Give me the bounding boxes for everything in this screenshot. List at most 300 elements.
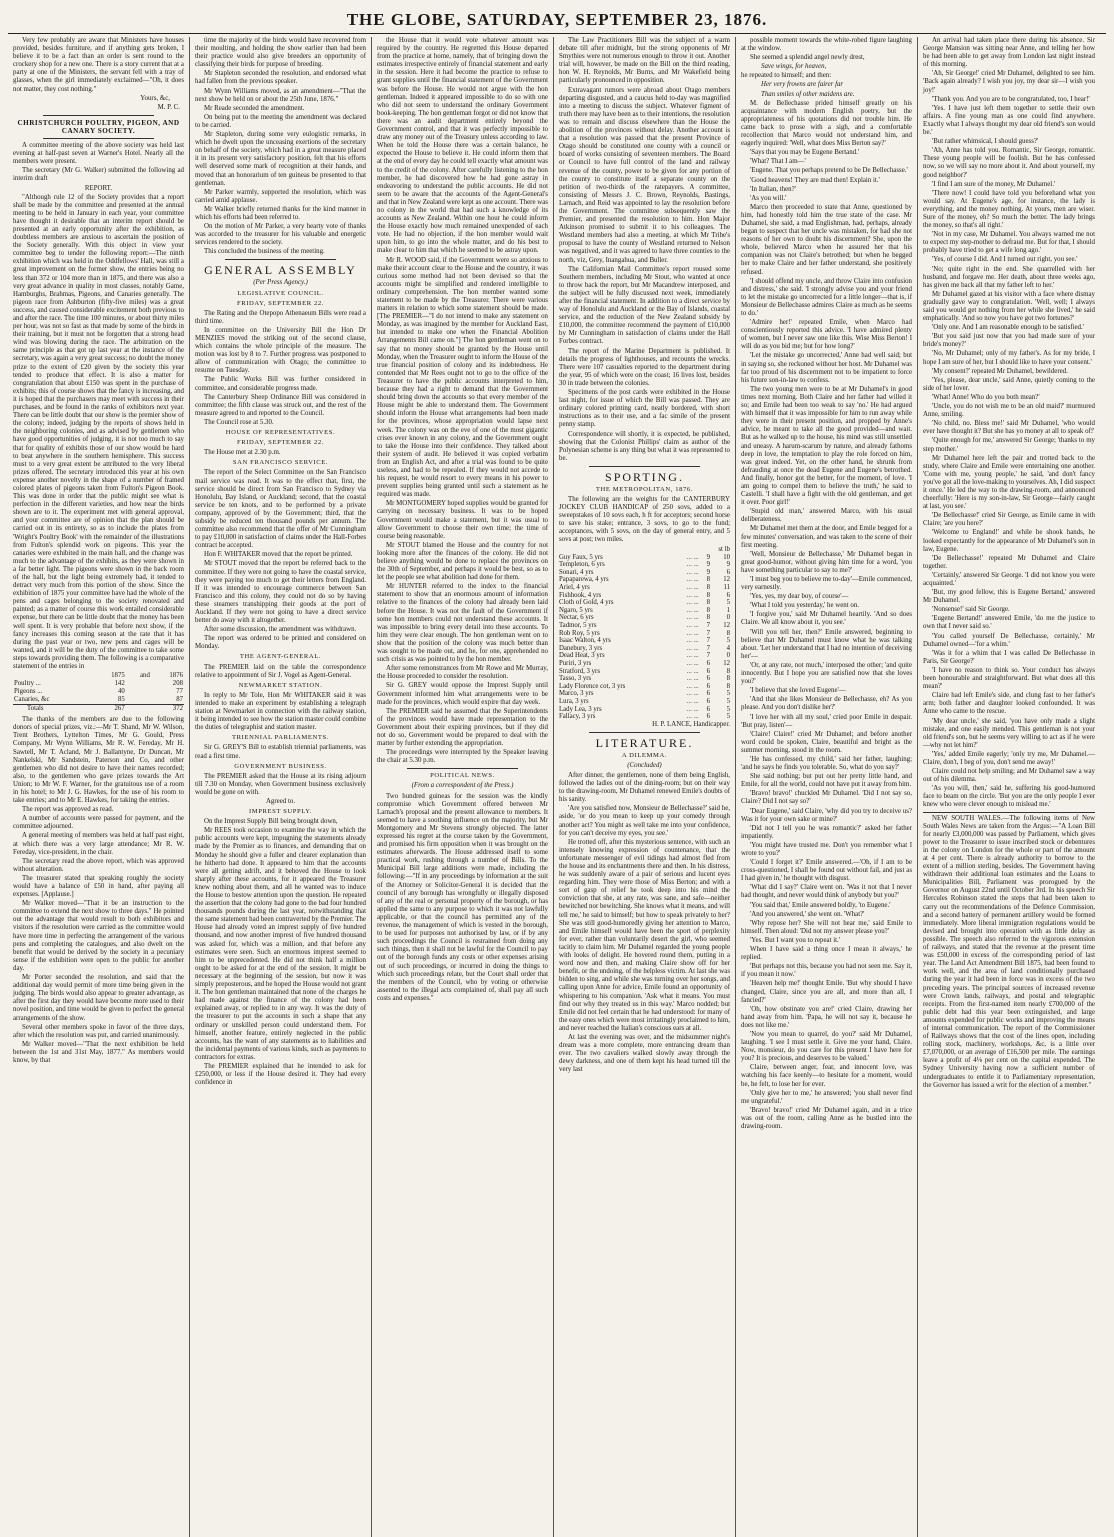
weights-row <box>559 652 730 660</box>
paragraph: 'Oh, how obstinate you are!' cried Claire, drawing her hand away from him. 'Papa, he will not say it, because he does not like me.' <box>741 1005 912 1029</box>
tp-heading: TRIENNIAL PARLIAMENTS. <box>232 734 329 742</box>
weight-lb: 8 <box>726 667 730 675</box>
paragraph: Mr Parker warmly, supported the resolution, which was carried amid applause. <box>195 188 366 204</box>
literature-heading: LITERATURE. <box>595 735 694 750</box>
paragraph: Correspondence will shortly, it is expected, be published, showing that the Colonist Phillips' claim as author of the Polynesian scheme is any thing but what it was represented to be. <box>559 430 730 462</box>
weight-lb: 8 <box>726 682 730 690</box>
weights-row <box>559 622 730 630</box>
paragraph: 'My dear uncle,' she said, 'you have only made a slight mistake, and one easily mended. This gentleman is not your old friend's son, but he seems very willing to act as if he were—why not let him?' <box>923 717 1095 749</box>
leader-dots: ... ... <box>686 652 699 660</box>
entries-cell: 372 <box>172 705 183 713</box>
paragraph: The Law Practitioners Bill was the subject of a warm debate till after midnight, but the strong opponents of Mr Smythies were not numerous enough to throw it out. Another trial will, however, be made on the Bill on the third reading, hon W. H. Reynolds, Mr Burns, and Mr Wakefield being particularly pronounced in opposition. <box>559 37 730 85</box>
weight-stone: 8 <box>706 584 710 591</box>
paragraph: 'Ah, Sir George!' cried Mr Duhamel, delighted to see him. 'Back again already? I wish you joy, my dear sir—I wish you joy!' <box>923 70 1095 94</box>
leader-dots: ... ... <box>686 614 699 622</box>
paragraph: 'Thank you. And you are to be congratulated, too, I hear!' <box>932 95 1090 103</box>
paragraph: 'Bravo! bravo!' chuckled Mr Duhamel. 'Did I not say so, Claire? Did I not say so?' <box>741 790 912 806</box>
weight-stone: 7 <box>706 621 710 629</box>
entries-cell: Canaries, &c <box>14 696 50 704</box>
paragraph: On being put to the meeting the amendment was declared to be carried. <box>195 113 366 129</box>
weight-lb: 5 <box>726 690 730 698</box>
literature-sub-2: (Concluded) <box>627 761 662 769</box>
paragraph: 'I should offend my uncle, and throw Claire into confusion and distress,' she said. 'I strongly advise you and your friend to let the mistake go uncorrected for a little longer—that is, if Monsieur de Bellechasse admires Claire as much as he seems to do.' <box>741 277 912 317</box>
paragraph: After some discussion, the amendment was withdrawn. <box>204 626 357 634</box>
weight-stone: 7 <box>706 644 710 652</box>
weight-lb: 4 <box>726 644 730 652</box>
paragraph: 'But perhaps not this, because you had not seen me. Say it, if you mean it now.' <box>741 963 912 979</box>
paragraph: 'He has confessed, my child,' said her father, laughing; 'and he says he finds you tolerable. So, what do you say?' <box>741 755 912 772</box>
weight-lb: 8 <box>726 675 730 683</box>
entries-row <box>13 688 184 696</box>
weight-stone: 6 <box>706 705 710 713</box>
paragraph: Hon F. WHITAKER moved that the report be printed. <box>204 551 353 559</box>
horse-name: Tadmor, 5 yrs <box>559 621 597 629</box>
weight-lb: 9 <box>726 561 730 569</box>
political-news-sub: (From a correspondent of the Press.) <box>411 782 514 790</box>
weight-lb: 11 <box>723 584 730 591</box>
paragraph: Mr REES took occasion to examine the way in which the public accounts were kept, impugning the statements already made by the Premier as to finances, and demanding that on Monday he should give a fuller and clearer explanation than he hitherto had done. It appeared to him that the accounts were all getting adrift, and it behoved the House to look sharply after these accounts, for it appeared the Treasurer knew nothing about them, and all he wanted was to induce the House to bestow attention upon the question. He repeated the assertion that the colony had gone to the bad four hundred thousands pounds during the last year, notwithstanding that the same statement had been contraverted by the Premier. The House had already voted an imprest supply of five hundred thousand, and now another imprest of five hundred thousand was asked for, which was a million, and that before any estimates were seen. Such an enormous imprest seemed to him to be unprecedented. He did not think half a million ought to be asked for at the end of the session. It might be necessary at the beginning of the session, but now it was simply preposterous, and he hoped the House would not grant it. The hon gentleman maintained that none of the charges he had made against the finance of the colony had been explained away, or replied to in any way. It was the duty of the treasurer to put the accounts in such a shape that any ordinary or unskilled person could understand them. For himself, another feature, entirely neglected in the public accounts, has the want of any statements as to liabilities and the incidental payments of various kinds, such as payments to contractors for extras. <box>195 827 366 1061</box>
letter-sign-1: Yours, &c, <box>140 94 170 102</box>
entries-cell: 87 <box>176 696 183 704</box>
weight-lb: 10 <box>723 553 730 561</box>
paragraph: 'I find I am sure of the money, Mr Duhamel.' <box>932 180 1056 188</box>
weights-row <box>559 630 730 638</box>
weight-stone: 6 <box>706 675 710 683</box>
paragraph: 'Yes,' added Emile eagerly; 'only try me, Mr Duhamel.—Claire, don't, I beg of you, don't send me away!' <box>923 750 1095 766</box>
paragraph: The thanks of the members are due to the following donors of special prizes, viz.:—Mr T. Shand, Mr W. Wilson, Trent Brothers, Lyttelton Times, Mr G. Gould, Press Company, Mr Wynn Williams, Mr R. W. Fereday, Mr H. Sawtell, Mr T. Acland, Mr J. Ballantyne, Dr Duncan, Mr Nankelski, Mr Sandstein, Paterson and Co, and other gentlemen who did not desire to have their names recorded; also, to the gentlemen who gave prizes towards the Art Union; to Mr W. F. Warner, for the gratuitous use of a room in his hotel; to Mr J. G. Hawkes, for the use of his room to take entries; and to Mr E. Hawkes, for taking the entries. <box>13 716 184 805</box>
paragraph: The report of the Marine Department is published. It details the progress of lighthouses, and recounts the wrecks. There were 107 casualties reported to the department during the year, 95 of which were on the coast; 16 lives lost, besides 30 in trade between the colonies. <box>559 347 730 387</box>
weight-stone: 8 <box>706 576 710 584</box>
weights-row <box>559 554 730 562</box>
paragraph: 'What? That I am—' <box>750 158 806 166</box>
paragraph: Her very frowns are fairer far <box>761 81 844 89</box>
paragraph: The Rating and the Otepopo Athenaeum Bills were read a third time. <box>195 309 366 325</box>
entries-table <box>13 672 184 713</box>
lc-body <box>195 310 366 427</box>
entries-cell: 208 <box>172 680 183 688</box>
column-2 <box>190 37 372 1537</box>
weight-stone: 6 <box>706 713 710 721</box>
poultry-continued <box>195 37 366 256</box>
leader-dots: ... ... <box>686 659 699 667</box>
leader-dots: ... ... <box>686 576 699 584</box>
weights-row <box>559 668 730 676</box>
horse-name: Danebury, 3 yrs <box>559 644 603 652</box>
paragraph: 'Yes. I have just left them together to settle their own affairs. A fine young man as one could find anywhere. Exactly what I always thought my dear old friend's son would be.' <box>923 104 1095 137</box>
horse-name: Puriri, 3 yrs <box>559 659 592 667</box>
paragraph: 'Claire! Claire!' cried Mr Duhamel; and before another word could be spoken, Claire, beautiful and bright as the summer morning, stood in the room. <box>741 730 912 754</box>
paragraph: 'I must beg you to believe me to-day'—Emile commenced, very earnestly. <box>741 576 912 592</box>
paragraph: She seemed a splendid angel newly drest, <box>750 54 865 62</box>
political-continued <box>559 37 730 463</box>
paragraph: the House that it would vote whatever amount was required by the country. He regretted this House departed from the practice at home, namely, that of bringing down the estimates irrespective entirely of financial statement and early in the session. Here it had become the practice to refuse to grant supplies until the financial statement of the Government was before the House. He would not argue with the hon gentleman. Indeed it appeared impossible to do so with one who did not seem to understand the ordinary Government book-keeping. The hon gentleman forgot or did not know that there was an audit department entirely beyond the Government control, and that it was perfectly impossible to draw any money out of the Treasury unless according to law. When he told the House there was a certain balance, he expected the House to believe it. He could inform them that at the end of every day he could tell exactly what amount was to the credit of the colony. After carefully listening to the hon member, he had discovered how he had gone astray in endeavoring to understand the public accounts. He did not seem to be aware that the accounts of the Agent-General's and that in New Zealand were kept as one account. There was no colony in the world that had such a knowledge of its accounts as New Zealand. Within one hour he could inform the House exactly how much remained unexpended of each vote. He had no objection, if the hon member would wait upon him, to go into the whole matter, and do his best to make clear to him that which he seemed to be astray upon. <box>377 37 548 255</box>
paragraph: 'Why repose her? She will not hear me,' said Emile to himself. Then aloud: 'Did not my answer please you?' <box>741 919 912 935</box>
column-3 <box>372 37 554 1537</box>
entries-cell: Totals <box>27 705 44 713</box>
column-4 <box>554 37 736 1537</box>
weights-row <box>559 637 730 645</box>
paragraph: Sir G. GREY would oppose the Imprest Supply until Government informed him what arrangements were to be made for the provinces, which would expire that day week. <box>377 682 548 706</box>
paragraph: 'Stupid old man,' answered Marco, with his usual deliberateness. <box>741 508 912 524</box>
paragraph: Mr R. WOOD said, if the Government were so anxious to make their account clear to the House and the country, it was curious some method had not been devised so that the accounts might be simplified and rendered intelligible to ordinary comprehension. The hon member wanted some statement to be made by the Treasurer. There were various matters in relation to which some statement should be made. [The PREMIER—"I do not intend to make any statement on Monday, as was imagined by the member for Auckland East, but intended to make one when the Financial Abolition Arrangements Bill came on."] The hon gentleman went on to say that no money should be granted by the House until Monday, when the Treasurer ought to inform the House of the true financial position of colony and its indebtedness. He contended that Mr Rees ought not to go to the office of the Treasurer to have the public accounts interpreted to him, because they had a right to demand that the Government should bring down the accounts so that every member of the House might be able to understand them. The Government should inform the House what arrangements had been made for the provinces, whose appropriation would lapse next week. The colony was on the eve of one of the most gigantic crises ever known in any colony, and the Government ought to take the House into their confidence. They talked about their system of audit. He believed it was copied verbatim from an English Act, and after a trial was found to be quite useless, and had to be repealed. If they would not accede to his request, he would resort to every means in his power to prevent supplies being granted until such a statement as he required was made. <box>377 256 548 499</box>
paragraph: Mr Wynn Williams moved, as an amendment—"That the next show be held on or about the 25th June, 1876." <box>195 87 366 103</box>
paragraph: 'As you will.' <box>750 194 787 202</box>
paragraph: REPORT. <box>84 184 113 192</box>
gb-heading: GOVERNMENT BUSINESS. <box>234 762 327 770</box>
column-5 <box>736 37 918 1537</box>
horse-name: Rob Roy, 5 yrs <box>559 629 600 637</box>
paragraph: 'You called yourself De Bellechasse, certainly,' Mr Duhamel owned—'for a whim.' <box>923 632 1095 648</box>
paragraph: Mr Duhamel gazed at his visitor with a face where dismay gradually gave way to congratulation. 'Well, well; I always said you would get nothing from her while she lived,' he said emphatically. 'And so now you have got two fortunes?' <box>923 290 1095 323</box>
weights-row <box>559 645 730 653</box>
weight-stone: 8 <box>706 606 710 614</box>
paragraph: 'Only give her to me,' he answered; 'you shall never find me ungrateful.' <box>741 1089 912 1105</box>
paragraph: The House met at 2.30 p.m. <box>204 449 281 457</box>
sporting-heading: SPORTING. <box>605 469 684 484</box>
entries-row <box>13 696 184 705</box>
paragraph: 'And that she likes Monsieur de Bellechasse, eh? As you please. And you don't dislike her?' <box>741 696 912 712</box>
leader-dots: ... ... <box>686 591 699 599</box>
paragraph: 'My consent?' repeated Mr Duhamel, bewildered. <box>932 367 1068 375</box>
poultry-heading: CHRISTCHURCH POULTRY, PIGEON, AND CANARY SOCIETY. <box>17 118 180 135</box>
paragraph: 'Yes, please, dear uncle,' said Anne, quietly coming to the side of her lover. <box>923 376 1095 392</box>
paragraph: Mr HUNTER referred to the index to the financial statement to show that an enormous amount of information relative to the finances of the colony had already been laid before the House. It was not the fault of the Government if some hon members could not understand these accounts. It was impossible to bring every detail into these accounts. To him they were clear enough. The hon gentleman went on to show that the position of the colony was much better than was sought to be made out, and he, for one, apprehended no such crisis as was pointed to by the hon member. <box>377 583 548 664</box>
leader-dots: ... ... <box>686 713 699 721</box>
nm-body <box>195 692 366 732</box>
political-news-body <box>377 793 548 1003</box>
sporting-sub: THE METROPOLITAN, 1876. <box>595 485 694 493</box>
weights-table <box>559 554 730 721</box>
paragraph: The Californian Mail Committee's report roused some Southern members, including Mr Stout, who wanted at once to throw back the report, but Mr Macandrew interposed, and the subject will be fully discussed next week, immediately after the financial statement. In addition to a direct service by way of Honolulu and Auckland or the Bay of Islands, coastal service, and the reduction of the New Zealand subsidy by £10,000, the committee recommend the payment of £10,000 by Mr Cunningham in satisfaction of claims under the Hall Forbes contract. <box>559 265 730 346</box>
paragraph: 'What I told you yesterday,' he went on. <box>750 602 860 610</box>
leader-dots: ... ... <box>686 621 699 629</box>
leader-dots: ... ... <box>686 599 699 607</box>
paragraph: A committee meeting of the above society was held last evening at half-past seven at Warner's Hotel. Nearly all the members were present. <box>13 142 184 166</box>
weights-row <box>559 576 730 584</box>
paragraph: 'In Italian, then?' <box>750 185 796 193</box>
weight-lb: 6 <box>726 591 730 599</box>
entries-total-row <box>13 705 184 714</box>
horse-name: Nectar, 6 yrs <box>559 614 594 622</box>
paragraph: Agreed to. <box>265 797 296 805</box>
paragraph: 'De Bellechasse!' cried Sir George, as Emile came in with Claire; 'are you here?' <box>923 512 1095 528</box>
leader-dots: ... ... <box>686 697 699 705</box>
weight-lb: 5 <box>726 713 730 721</box>
weight-stone: 7 <box>706 652 710 660</box>
weight-stone: 6 <box>706 659 710 667</box>
weight-stone: 9 <box>706 568 710 576</box>
entries-cell: 85 <box>117 696 125 704</box>
weight-lb: 0 <box>726 652 730 660</box>
weight-stone: 6 <box>706 667 710 675</box>
leader-dots: ... ... <box>686 690 699 698</box>
paragraph: 'Dear Eugene,' said Claire, 'why did you try to deceive us? Was it for your own sake or mine?' <box>741 807 912 823</box>
paragraph: 'Will you tell her, then?' Emile answered, beginning to believe that Mr Duhamel must know what he was talking about. 'Let her understand that I had no intention of deceiving her'— <box>741 628 912 660</box>
weight-lb: 12 <box>723 576 730 584</box>
entries-row <box>13 680 184 688</box>
paragraph: 'You might have trusted me. Don't you remember what I wrote to you?' <box>741 841 912 857</box>
paragraph: 'Good heavens! They are mad then! Explain it.' <box>750 176 880 184</box>
paragraph: Claire, between anger, fear, and innocent love, was watching his face keenly—to hesitate for a moment, would be, he felt, to lose her for ever. <box>741 1064 912 1088</box>
story-continued <box>741 37 912 1131</box>
paragraph: possible moment towards the white-robed figure laughing at the window. <box>741 37 912 53</box>
paragraph: Extravagant rumors were abroad about Otago members departing disgusted, and a caucus held to-day was magnified into a meeting to discuss the subject. Whatever figment of truth there may have been as to their intentions, the resolution was to remain and discuss elsewhere than the House the abolition of the provinces without delay. Another account is that a resolution was passed that the present Province of Otago should be constituted one county with a council or board of works consisting of seventeen members. The Board or Council to have full control of the land and railway revenue of the county, power to be given for any portion of the county to constitute itself a separate county on the petition of two-thirds of the ratepayers. A committee, consisting of Messrs J. C. Brown, Reynolds, Bastings, Larnach, and Reid was appointed to lay the resolution before the Government. The committee subsequently saw the Premier, and presented the resolution to him. Hon Major Atkinson promised to submit it to his colleagues. The Westland members had also a meeting, at which Mr Tribe's proposal to have the county of Westland returned to Nelson was negatived, and it was agreed to have three counties to the north, viz, Grey, Inangahua, and Buller. <box>559 86 730 264</box>
paragraph: Mr Stapleton seconded the resolution, and endorsed what had fallen from the previous speaker. <box>195 70 366 86</box>
paragraph: After dinner, the gentlemen, none of them being English, followed the ladies out of the dining-room; but on their way to the drawing-room, Mr Duhamel renewed Emile's doubts of his sanity. <box>559 771 730 804</box>
paragraph: 'Yes. But I want you to repeat it.' <box>750 936 841 944</box>
weight-lb: 5 <box>726 637 730 645</box>
paragraph: 'Let the mistake go uncorrected,' Anne had well said; but in saying so, she reckoned without her host. Mr Duhamel was far too proud of his discernment not to be impatient to force his future son-in-law to confess. <box>741 352 912 384</box>
paragraph: 'Quite enough for me,' answered Sir George; 'thanks to my step mother.' <box>923 437 1095 453</box>
paragraph: 'I believe that she loved Eugene'— <box>750 687 846 695</box>
horse-name: Papaparewa, 4 yrs <box>559 576 609 584</box>
paragraph: 'Certainly,' answered Sir George. 'I did not know you were acquainted.' <box>923 571 1095 587</box>
paragraph: Save wings, for heaven, <box>761 63 827 71</box>
horse-name: Isaac Walton, 4 yrs <box>559 637 611 645</box>
hr-date: FRIDAY, SEPTEMBER 22. <box>237 439 324 447</box>
horse-name: Lura, 3 yrs <box>559 697 589 705</box>
paragraph: The PREMIER laid on the table the correspondence relative to appointment of Sir J. Vogel as Agent-General. <box>195 663 366 679</box>
paragraph: Claire had left Emile's side, and clung fast to her father's arm; both father and daughter looked confounded. It was Anne who came to the rescue. <box>923 692 1095 716</box>
horse-name: Tasso, 3 yrs <box>559 675 592 683</box>
paragraph: 'I forgive you,' said Mr Duhamel heartily. 'And so does Claire. We all know about it, you see.' <box>741 611 912 627</box>
paragraph: A number of accounts were passed for payment, and the committee adjourned. <box>13 815 184 831</box>
weight-lb: 5 <box>726 697 730 705</box>
paragraph: Mr MONTGOMERY hoped supplies would be granted for carrying on necessary business. It was to be hoped Government would make a statement, but it was usual to allow Government to choose their own time; the time of course being reasonable. <box>377 500 548 540</box>
paragraph: The report of the Select Committee on the San Francisco mail service was read. It was to the effect that, first, the service should be direct from San Francisco to Sydney via Honolulu, Bay Island, or Auckland; second, that the coastal service be ten knots, and to be performed by a private company, approved of by the Government; third, that the subsidy be reduced ten thousand pounds per annum. The committee also recommend that the offer of Mr Cunningham to pay £10,000 in satisfaction of claims under the Hall-Forbes contract be accepted. <box>195 469 366 550</box>
entries-table-header <box>13 672 184 680</box>
paragraph: 'You said that,' Emile answered boldly, 'to Eugene.' <box>750 901 891 909</box>
political-news-heading: POLITICAL NEWS. <box>430 772 495 780</box>
entries-cell: 267 <box>114 705 125 713</box>
paragraph: The report was ordered to be printed and considered on Monday. <box>195 635 366 651</box>
ag-body <box>195 664 366 680</box>
leader-dots: ... ... <box>686 561 699 569</box>
weights-row <box>559 690 730 698</box>
sf-body <box>195 469 366 651</box>
paragraph: 'What! Anne! Who do you both mean?' <box>932 393 1040 401</box>
paragraph: Claire could not help smiling; and Mr Duhamel saw a way out of his dilemma. <box>923 768 1095 784</box>
paragraph: 'No; quite right in the end. She quarrelled with her husband, and forgave me. Her death, about three weeks ago, has given me back all that my father left to her.' <box>923 265 1095 289</box>
leader-dots: ... ... <box>686 553 699 561</box>
weights-row <box>559 607 730 615</box>
paragraph: 'Now you mean to quarrel, do you?' said Mr Duhamel, laughing. 'I see I must settle it. Give me your hand, Claire. Now, monsieur, do you care for this present I have here for you? It is precious, and deserves to be valued.' <box>741 1030 912 1063</box>
weights-row <box>559 698 730 706</box>
entries-header-cell: 1875 <box>111 672 125 680</box>
horse-name: Ariel, 4 yrs <box>559 584 590 591</box>
paragraph: The Council rose at 5.30. <box>204 418 274 426</box>
weights-row <box>559 713 730 721</box>
paragraph: 'There now! I could have told you beforehand what you would say. At Eugene's age, for instance, the lady is everything, and the money nothing. At yours, men are wiser. Sure of the money, eh? So much the better. The lady brings the money, so that's all right.' <box>923 189 1095 230</box>
poultry-body <box>13 142 184 671</box>
general-assembly-heading: GENERAL ASSEMBLY <box>204 263 357 278</box>
horse-name: Ngaro, 5 yrs <box>559 606 593 614</box>
paragraph: "Although rule 12 of the Society provides that a report shall be made by the committee and presented at the annual meeting to be held in January in each year, your committee have thought it desirable that an interim report should be presented at an early opportunity after the exhibition, as doubtless members are anxious to ascertain the position of the Society generally. With this object in view your committee beg to tender the following report:—The ninth exhibition which was held in the Oddfellows' Hall, was still a great improvement on the former show, the entries being no less than 372 or 104 more than in 1875, and there was also a very great advance in quality in most classes, notably Game, Hamburghs, Brahmas, Pigeons, and Canaries generally. The pigeon race from Ashburton (fifty-five miles) was a great success, and caused considerable excitement both previous to and after the race. The time 100 minutes, or about thirty miles per hour, was not so fast as that made by some of the birds in their training, but it must not be forgotten that a strong head wind was blowing during the race. The arbitration on the same principle as that got up last year at the instance of the secretary, was again a very great success; no doubt the money prize to the extent of £20 given by the society this year tended to produce that effect. It is also a matter for congratulation that about £150 was spent in the purchase of exhibits; this of course shows that the fancy is increasing, and it is hoped that the purchasers may meet with success in their purchases, and be found in the ranks of exhibitors next year. There can be little doubt that our show is the premier show of the colony; indeed, judging by the reports of shows held in the neighboring colonies, and as advised by gentlemen who have good opportunities of judging, it is not too much to say that for quality of exhibits those of our show would be hard to beat anywhere in the southern hemisphere. This success must to a very great extent be attributed to the very liberal prizes offered. The secretary introduced this year at his own expense another novelty in the shape of a number of framed colored plates of pigeons taken from Fulton's Pigeon Book. This was done in order that the public might see what is perfection in the different varieties, and how near the birds shown are to it. The experiment met with general approval, and your committee are of opinion that the plan should be carried out in its entirety, so as to include the plates from 'Wright's Poultry Book' with the remainder of the illustrations from Fulton's splendid work on pigeons. This year the canaries were exhibited in the main hall, and the change was much to the advantage of the exhibits, as they were shown in a far better light. The pigeons were shown in the back room of the hall, but the light being extremely bad, it tended to detract very much from this portion of the show. Since the exhibition of 1875 your committee have had the whole of the pens and cages belonging to the society renovated and painted; as a matter of course this work entailed considerable expense, but there can be little doubt that the money has been well spent. It is very probable that before next show, if the fancy increases this coming season at the rate that it has during the past year or two, new pens and cages will be wanted, and it will be the duty of the committee to take some steps towards providing them. The following is a comparative statement of the entries in <box>13 193 184 671</box>
horse-name: Marco, 3 yrs <box>559 690 594 698</box>
horse-name: Templeton, 6 yrs <box>559 561 605 569</box>
paragraph: time the majority of the birds would have recovered from their moulting, and holding the show earlier than had been their practice would also give breeders an opportunity of classifying their birds for purpose of breeding. <box>195 37 366 69</box>
paragraph: The PREMIER said he assumed that the Superintendents of the provinces would have made representation to the Government about their expiring provinces, but if they did not do so, Government would be prepared to deal with the matter by further extending the appropriation. <box>377 707 548 748</box>
paragraph: 'As you will, then,' said he, suffering his good-humored face to beam on the circle. 'But you are the only people I ever knew who were clever enough to mislead me.' <box>923 785 1095 809</box>
paragraph: On the motion of Mr Parker, a very hearty vote of thanks was accorded to the treasurer for his valuable and energetic services rendered to the society. <box>195 223 366 247</box>
horse-name: Fishhook, 4 yrs <box>559 591 602 599</box>
gb-body <box>195 773 366 806</box>
is-body <box>195 818 366 1087</box>
paragraph: 'And you answered,' she went on. 'What?' <box>750 910 865 918</box>
masthead: THE GLOBE, SATURDAY, SEPTEMBER 23, 1876. <box>8 0 1106 34</box>
paragraph: 'No, Mr Duhamel; only of my father's. As for my bride, I hope I am sure of her, but I should like to have your consent.' <box>923 350 1095 366</box>
paragraph: 'Ah, Anne has told you. Romantic, Sir George, romantic. These young people will be foolish. But he has confessed now, so we will say no more about it. And about yourself, my good neighbor?' <box>923 147 1095 179</box>
entries-header-cell: and <box>140 672 150 680</box>
paragraph: 'Welcome to England!' and while he shook hands, he looked expectantly for the appearance of Mr Duhamel's son in law, Eugene. <box>923 529 1095 553</box>
paragraph: 'Could I forget it?' Emile answered.—'Oh, if I am to be cross-questioned, I shall be found out without fail, and just as I had given in,' he thought with disgust. <box>741 859 912 883</box>
weight-stone: 9 <box>706 561 710 569</box>
paragraph: The secretary (Mr G. Walker) submitted the following ad interim draft <box>13 167 184 183</box>
paragraph: he repeated to himself; and then: <box>741 72 832 80</box>
divider <box>407 768 518 769</box>
horse-name: Sonari, 4 yrs <box>559 568 594 576</box>
literature-sub: A DILEMMA. <box>621 751 668 759</box>
paragraph: Mr Porter seconded the resolution, and said that the additional day would permit of more time being given in the judging. The birds would also appear to greater advantage, as after the first day they would have become more used to their novel position, and time would be given to perfect the general arrangements of the show. <box>13 974 184 1022</box>
poultry-body-2 <box>13 716 184 1065</box>
weights-row <box>559 599 730 607</box>
weights-row <box>559 683 730 691</box>
horse-name: Cloth of Gold, 4 yrs <box>559 599 614 607</box>
paragraph: NEW SOUTH WALES.—The following items of New South Wales News are taken from the Argus:—"A Loan Bill for nearly £3,000,000 was passed by Parliament, which gives power to the Treasurer to issue inscribed stock or debentures in the colony on London for the whole or part of the amount at 4 per cent. There is already authority to borrow to the extent of a million sterling, besides. The Government having withdrawn their additional loan estimates and the Loans to Municipalities Bill, Parliament was prorogued by the Governor on August 22nd until October 3rd. In his speech Sir Hercules Robinson stated the steps that had been taken to carry out the recommendations of the Defence Commission, and a second battery of permanent artillery would be formed immediately. More liberal immigration regulations would be devised and brought into operation with as little delay as possible. The speech also referred to the vigorous extension of railways, and stated that the revenue at the present time was £50,000 in excess of the corresponding period of last year. The Land Act Amendment Bill 1875, had been found to work well, and the area of land conditionally purchased during the year it had been in force was in excess of the two preceding years. The principal sources of increased revenue were Crown lands, railways, and postal and telegraphic receipts. From the first-named item nearly £700,000 of the public debt had this year been extinguished, and large amounts expended for public works and improving the means of internal communication. The report of the Commissioner of Railways shows that the cost of the lines open, including rolling stock, machinery, workshops, &c, is a little over £7,070,000, or an average of £16,500 per mile. The earnings leave a profit of 4⅛ per cent on the capital expended. The Sydney University having now a sufficient number of undergraduates to entitle it to Parliamentary representation, the Governor has issued a writ for the election of a member." <box>923 814 1095 1089</box>
paragraph: Several other members spoke in favor of the three days, after which the resolution was put, and carried unanimously. <box>13 1023 184 1039</box>
tp-body <box>195 744 366 760</box>
weight-lb: 8 <box>726 629 730 637</box>
leader-dots: ... ... <box>686 637 699 645</box>
nm-heading: NEWMARKET STATION. <box>238 681 323 689</box>
paragraph: This concluded the business of the meeting. <box>204 248 325 256</box>
weights-row <box>559 706 730 714</box>
divider <box>923 812 1095 813</box>
weight-stone: 8 <box>706 599 710 607</box>
horse-name: Lady Florence cot, 3 yrs <box>559 682 626 690</box>
weights-row <box>559 561 730 569</box>
paragraph: 'Yes, yes, my dear boy, of course'— <box>750 593 849 601</box>
paragraph: An arrival had taken place there during his absence. Sir George Mansion was sitting near Anne, and telling her how he had been able to get away from London last night instead of this morning. <box>923 37 1095 69</box>
paragraph: The proceedings were interrupted by the Speaker leaving the chair at 5.30 p.m. <box>377 749 548 765</box>
literature-body <box>559 772 730 1074</box>
leader-dots: ... ... <box>686 606 699 614</box>
horse-name: Dead Heat, 3 yrs <box>559 652 605 660</box>
weight-lb: 12 <box>723 659 730 667</box>
handicapper-sign: H. P. LANCE, Handicapper. <box>652 720 730 728</box>
hr-body <box>195 449 366 457</box>
paragraph: 'Yes, of course I did. And I turned out right, you see.' <box>932 256 1078 264</box>
weights-header: st lb <box>718 545 730 553</box>
paragraph: Mr Stapleton, during some very eulogistic remarks, in which he dwelt upon the unceasing exertions of the secretary on behalf of the society, which had in a great measure placed it in its present very satisfactory position, felt that his efforts well deserved some mark of recognition at their hands, and moved that an honorarium of ten guineas be presented to that gentleman. <box>195 131 366 187</box>
paragraph: At last the evening was over, and the midsummer night's dream was a more complete, more entrancing dream than ever. The two cavaliers walked slowly away through the dewy darkness, and one of them kept his head turned till the very last <box>559 1033 730 1074</box>
weights-row <box>559 584 730 592</box>
weight-stone: 6 <box>706 690 710 698</box>
weight-lb: 1 <box>726 606 730 614</box>
entries-cell: 40 <box>117 688 125 696</box>
weight-lb: 5 <box>726 705 730 713</box>
leader-dots: ... ... <box>686 682 699 690</box>
weight-stone: 6 <box>706 682 710 690</box>
weights-row <box>559 660 730 668</box>
paragraph: The PREMIER asked that the House at its rising adjourn till 7.30 on Monday, when Government business exclusively would be gone on with. <box>195 772 366 796</box>
paragraph: 'Heaven help me!' thought Emile. 'But why should I have changed, Claire, since you are all, and more than all, I fancied?' <box>741 980 912 1004</box>
paragraph: Mr STOUT blamed the House and the country for not looking more after the finances of the colony. He did not believe anything would be done to replace the provinces on the 30th of September, and perhaps it would be best, so as to let the people see what abolition had done for them. <box>377 541 548 582</box>
entries-header-cell <box>13 672 93 680</box>
entries-cell: 142 <box>114 680 125 688</box>
paragraph: 'Not in my case, Mr Duhamel. You always warned me not to expect my step-mother to defraud me. But for that, I should probably have tried to get a wife long ago.' <box>923 231 1095 255</box>
paragraph: 'Was it for a whim that I was called De Bellechasse in Paris, Sir George?' <box>923 649 1095 665</box>
weight-lb: 0 <box>726 614 730 622</box>
paragraph: A general meeting of members was held at half past eight, at which there was a very large attendance; Mr R. W. Fereday, vice-president, in the chair. <box>13 832 184 856</box>
paragraph: 'Nonsense!' said Sir George. <box>932 606 1010 614</box>
weight-stone: 7 <box>706 637 710 645</box>
leader-dots: ... ... <box>686 675 699 683</box>
weight-stone: 7 <box>706 629 710 637</box>
column-6 <box>918 37 1100 1537</box>
paragraph: Mr Walker briefly returned thanks for the kind manner in which his efforts had been referred to. <box>195 205 366 221</box>
horse-name: Lady Lea, 3 yrs <box>559 705 602 713</box>
paragraph: The treasurer stated that speaking roughly the society would have a balance of £50 in hand, after paying all expenses. [Applause.] <box>13 874 184 899</box>
weight-lb: 5 <box>726 599 730 607</box>
weights-row <box>559 569 730 577</box>
paragraph: Marco then proceeded to state that Anne, questioned by him, had honestly told him the true state of the case. Mr Duhamel, she said, a mad Englishman, had, perhaps, already began to suspect that her uncle was mistaken, for had she not reasons of her own to doubt his discernment? She, upon the whole, believed Marco when he assured her that his companion was not Claire's betrothed; but when he begged her to make Claire and her father understand, she positively refused. <box>741 203 912 276</box>
entries-cell: 77 <box>176 688 183 696</box>
letter-body <box>13 37 184 94</box>
letter-sign-2: M. P. C. <box>157 103 180 111</box>
sporting-body <box>559 496 730 545</box>
paragraph: 'Did not I tell you he was romantic?' asked her father impatiently. <box>741 824 912 840</box>
paragraph: Sir G. GREY'S Bill to establish triennial parliaments, was read a first time. <box>195 744 366 760</box>
imprest-continued <box>377 37 548 765</box>
paragraph: The PREMIER explained that he intended to ask for £250,000, or less if the House desired it. They had every confidence in <box>195 1062 366 1087</box>
paragraph: The secretary read the above report, which was approved without alteration. <box>13 857 184 873</box>
sf-heading: SAN FRANCISCO SERVICE. <box>232 459 329 467</box>
paragraph: 'De Bellechasse!' repeated Mr Duhamel and Claire together. <box>923 554 1095 570</box>
entries-cell: Poultry ... <box>14 680 41 688</box>
paragraph: After some remonstrances from Mr Rowe and Mr Murray, the House proceeded to consider the resolution. <box>377 665 548 681</box>
column-1 <box>8 37 190 1537</box>
paragraph: 'But, my good fellow, this is Eugene Bertand,' answered Mr Duhamel. <box>923 589 1095 605</box>
leader-dots: ... ... <box>686 705 699 713</box>
paragraph: 'What did I say?' Claire went on. 'Was it not that I never had thought, and never would think of anybody but you?' <box>741 884 912 900</box>
paragraph: The two young men were to be at Mr Duhamel's in good times next morning. Both Claire and her father had willed it so; and Emile had been too weak to say 'no.' He had argued with himself that it was impossible for him to run away while they were in their present position, and propped by Anne's advice, he meant to take all the good provided—and wait. But as he walked up to the house, his mind was still unsettled and uneasy. A harum-scarum by nature, and already fathoms deep in love, the temptation to play the role forced on him, was great indeed. Yet, on the other hand, he shrunk from defrauding at once the dead Eugene and Eugene's betrothed. And finally, honor got the better, for the moment, of love. 'I am going to compel them to believe the truth,' he said to Castelli. 'I shall have a fight with the old gentleman, and get it over. Poor girl!' <box>741 385 912 507</box>
columns <box>8 37 1106 1537</box>
divider <box>225 259 336 260</box>
paragraph: 'Well, Monsieur de Bellechasse,' Mr Duhamel began in great good-humor, without giving him time for a word, 'you have something particular to say to me?' <box>741 550 912 574</box>
paragraph: 'But rather whimsical, I should guess?' <box>932 138 1039 146</box>
leader-dots: ... ... <box>686 584 699 591</box>
house-heading: HOUSE OF REPRESENTATIVES. <box>225 429 336 437</box>
leader-dots: ... ... <box>686 629 699 637</box>
paragraph: Two hundred guineas for the session was the kindly compromise which Government offered between Mr Larnach's proposal and the present allowance to members. It seemed to have a soothing influence on the majority, but Mr Montgomery and Mr Stevens strongly objected. The latter expressed his regret at the course taken by the Government, and promised his firm opposition when it was brought on the estimates afterwards. The House addressed itself to some practical work, rushing through a number of Bills. To the Municipal Bill large additions were made, including the following:—"If in any proceedings by information at the suit of the Attorney or Solicitor-General it is decided that the council of any borough has wrongfully or illegally disposed of any of the real or personal property of the borough, or has applied the same to any purpose to which it was not lawfully applicable, or that the council has permitted any of the revenue, the management of which is vested in the borough, to be used for purposes not authorised by law, or if by any such proceedings the Council is restrained from doing any such things, then it shall not be lawful for the Council to pay out of the borough funds any costs or other expenses arising out of such proceedings, or incurred in doing the things to which such proceedings relate, but the Court shall order that the members of the Council, who by voting or otherwise assented to the illegal acts complained of, shall pay all such costs and expenses." <box>377 792 548 1002</box>
leader-dots: ... ... <box>686 568 699 576</box>
paragraph: 'Only one. And I am reasonable enough to be satisfied.' <box>932 324 1084 332</box>
paragraph: Mr Duhamel here left the pair and trotted back to the study, where Claire and Emile were entertaining one another. 'Come with me, young people,' he said, 'and don't fancy you've got all the love-making to yourselves. Ah, I did suspect it once.' He led the way to the drawing-room, and announced cheerfully: 'Here is my son-in-law, Sir George—fairly caught at last, you see.' <box>923 454 1095 511</box>
divider <box>43 115 154 116</box>
paragraph: 'Eugene. That you perhaps pretend to be De Bellechasse.' <box>750 167 908 175</box>
paragraph: 'Are you satisfied now, Monsieur de Bellechasse?' said he, aside, 'or do you mean to keep up your comedy through another act? You might as well take me into your confidence, for you can't deceive my eyes, you see.' <box>559 805 730 837</box>
paragraph: The report was approved as read. <box>22 806 114 814</box>
is-heading: IMPREST SUPPLY. <box>248 808 313 816</box>
paragraph: On the Imprest Supply Bill being brought down, <box>204 818 338 826</box>
weight-lb: 6 <box>726 568 730 576</box>
paragraph: Than smiles of other maidens are. <box>761 90 855 98</box>
divider <box>589 732 700 733</box>
weight-stone: 8 <box>706 614 710 622</box>
weight-stone: 6 <box>706 697 710 705</box>
paragraph: 'Says that you may be Eugene Bertand.' <box>750 149 860 157</box>
